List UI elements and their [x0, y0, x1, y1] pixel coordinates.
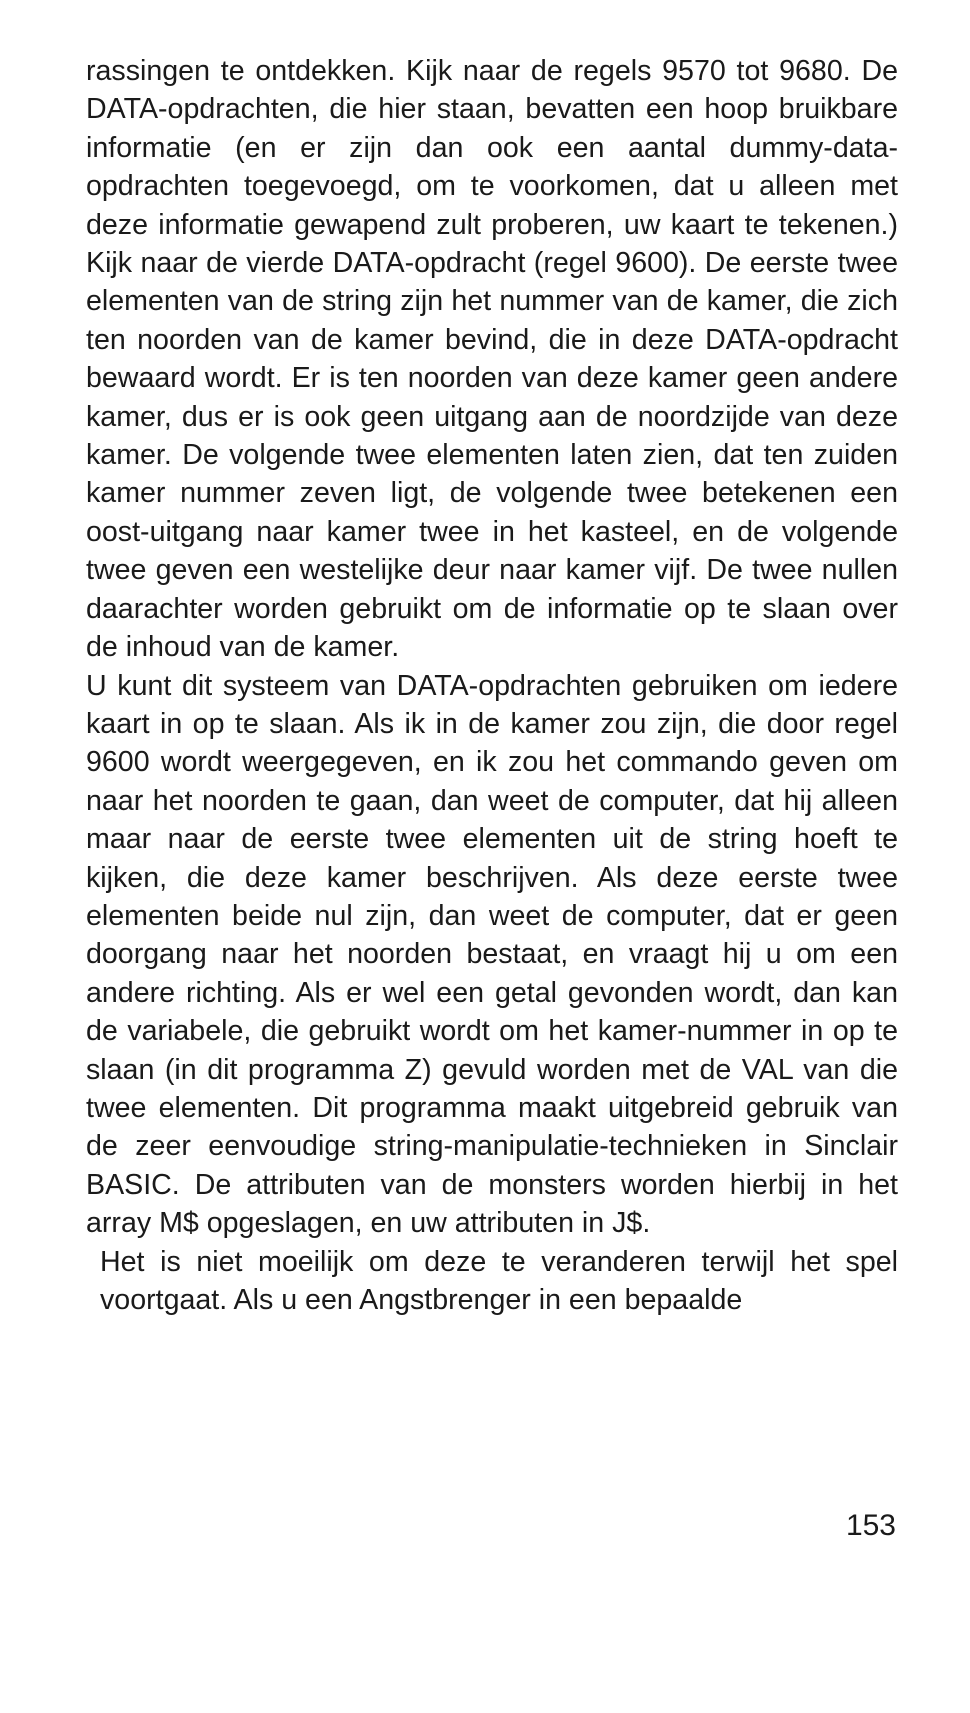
- page-number: 153: [845, 1509, 896, 1542]
- paragraph-1: rassingen te ontdekken. Kijk naar de regels 9570 tot 9680. De DATA-opdrachten, die hier staan, bevatten een hoop bruikbare informatie (en er zijn dan ook een aantal dummy-data-opdrachten toegevoegd, om te voorkomen, dat u alleen met deze informatie gewapend zult proberen, uw kaart te tekenen.) Kijk naar de vierde DATA-opdracht (regel 9600). De eerste twee elementen van de string zijn het nummer van de kamer, die zich ten noorden van de kamer bevind, die in deze DATA-opdracht bewaard wordt. Er is ten noorden van deze kamer geen andere kamer, dus er is ook geen uitgang aan de noordzijde van deze kamer. De volgende twee elementen laten zien, dat ten zuiden kamer nummer zeven ligt, de volgende twee betekenen een oost-uitgang naar kamer twee in het kasteel, en de volgende twee geven een westelijke deur naar kamer vijf. De twee nullen daarachter worden gebruikt om de informatie op te slaan over de inhoud van de kamer.: [86, 55, 898, 664]
- paragraph-2: U kunt dit systeem van DATA-opdrachten gebruiken om iedere kaart in op te slaan. Als ik in de kamer zou zijn, die door regel 9600 wordt weergegeven, en ik zou het commando geven om naar het noorden te gaan, dan weet de computer, dat hij alleen maar naar de eerste twee elementen uit de string hoeft te kijken, die deze kamer beschrijven. Als deze eerste twee elementen beide nul zijn, dan weet de computer, dat er geen doorgang naar het noorden bestaat, en vraagt hij u om een andere richting. Als er wel een getal gevonden wordt, dan kan de variabele, die gebruikt wordt om het kamer-nummer in op te slaan (in dit programma Z) gevuld worden met de VAL van die twee elementen. Dit programma maakt uitgebreid gebruik van de zeer eenvoudige string-manipulatie-technieken in Sinclair BASIC. De attributen van de monsters worden hierbij in het array M$ opgeslagen, en uw attributen in J$.: [86, 669, 898, 1240]
- paragraph-3: Het is niet moeilijk om deze te veranderen terwijl het spel voortgaat. Als u een Angstbrenger in een bepaalde: [100, 1245, 898, 1316]
- body-text: [86, 52, 898, 1319]
